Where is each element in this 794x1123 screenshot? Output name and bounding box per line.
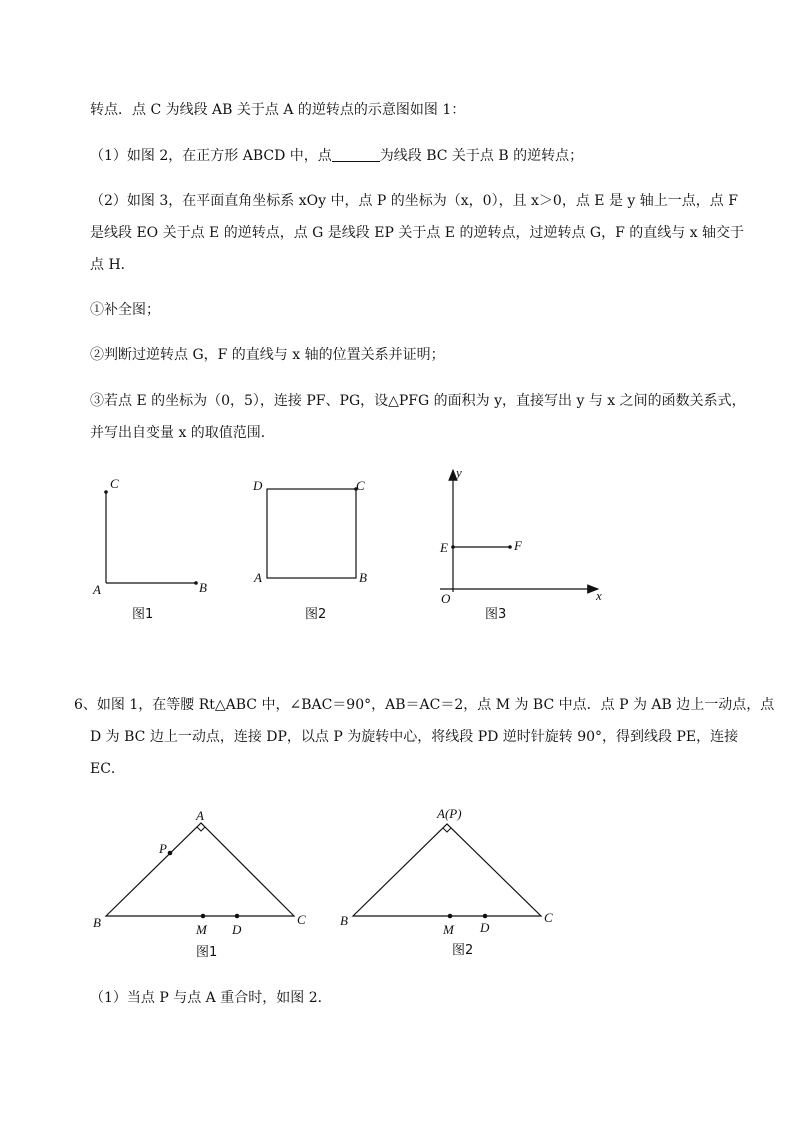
text-line-4: 是线段 EO 关于点 E 的逆转点，点 G 是线段 EP 关于点 E 的逆转点，过逆转点 G，F 的直线与 x 轴交于 [90, 225, 745, 241]
question-1-part-b: 为线段 BC 关于点 B 的逆转点； [379, 148, 584, 164]
figure-3 [439, 465, 602, 622]
text-line-3: （2）如图 3，在平面直角坐标系 xOy 中，点 P 的坐标为（x，0），且 x＞0，点 E 是 y 轴上一点，点 F [90, 193, 738, 209]
right-angle-mark [197, 827, 205, 831]
label-f: F [514, 538, 522, 553]
label-d: D [480, 920, 490, 935]
label-c: C [356, 478, 365, 493]
point-d [235, 914, 240, 919]
text-line-9: 并写出自变量 x 的取值范围． [90, 425, 275, 441]
square-abcd [267, 489, 356, 578]
triangle-figure-1-caption: 图1 [196, 945, 218, 960]
figure-2 [252, 478, 367, 622]
point-m [201, 914, 206, 919]
point-e [451, 545, 455, 549]
text-line-5: 点 H． [90, 257, 135, 273]
label-d: D [253, 478, 263, 493]
triangle-figure-1 [93, 808, 306, 960]
label-b: B [199, 580, 207, 595]
label-b: B [340, 913, 348, 928]
right-angle-mark [443, 828, 451, 832]
label-c: C [544, 910, 553, 925]
text-line-7: ②判断过逆转点 G，F 的直线与 x 轴的位置关系并证明； [90, 347, 445, 363]
text-line-6: ①补全图； [90, 302, 160, 318]
label-o: O [441, 591, 451, 606]
question-6-line-2: D 为 BC 边上一动点，连接 DP，以点 P 为旋转中心，将线段 PD 逆时针旋转 90°，得到线段 PE，连接 [90, 729, 739, 745]
triangle-figure-2-caption: 图2 [452, 943, 474, 958]
question-6-part-1: （1）当点 P 与点 A 重合时，如图 2． [90, 990, 332, 1006]
figure-3-caption: 图3 [485, 607, 507, 622]
label-b: B [359, 570, 367, 585]
point-d [483, 914, 488, 919]
question-6-line-1: 6、如图 1，在等腰 Rt△ABC 中，∠BAC＝90°，AB＝AC＝2，点 M 为 BC 中点．点 P 为 AB 边上一动点，点 [74, 697, 775, 713]
label-p: P [159, 841, 167, 856]
figure-1-caption: 图1 [132, 607, 154, 622]
label-c: C [297, 912, 306, 927]
triangle-abc [106, 823, 294, 916]
label-c: C [110, 476, 119, 491]
label-x: x [596, 588, 602, 603]
label-m: M [443, 922, 454, 937]
point-b [194, 581, 198, 585]
text-line-8: ③若点 E 的坐标为（0，5），连接 PF、PG，设△PFG 的面积为 y，直接写出 y 与 x 之间的函数关系式， [90, 393, 746, 409]
triangle-abc [353, 824, 541, 916]
figure-2-caption: 图2 [305, 607, 327, 622]
point-m [448, 914, 453, 919]
point-c [104, 490, 108, 494]
question-1-part-a: （1）如图 2，在正方形 ABCD 中，点 [90, 148, 332, 164]
text-line-1: 转点．点 C 为线段 AB 关于点 A 的逆转点的示意图如图 1： [90, 102, 466, 118]
label-a: A [93, 582, 101, 597]
point-f [508, 545, 512, 549]
point-p [168, 851, 173, 856]
label-y: y [456, 465, 462, 480]
label-e: E [440, 540, 448, 555]
question-6-line-3: EC． [90, 761, 125, 777]
label-a: A [254, 570, 262, 585]
label-m: M [196, 922, 207, 937]
triangle-figure-2 [340, 806, 553, 958]
figure-1 [92, 476, 207, 622]
label-d: D [232, 922, 242, 937]
label-a: A [196, 808, 204, 823]
label-b: B [93, 915, 101, 930]
label-a-p: A(P) [437, 806, 462, 821]
